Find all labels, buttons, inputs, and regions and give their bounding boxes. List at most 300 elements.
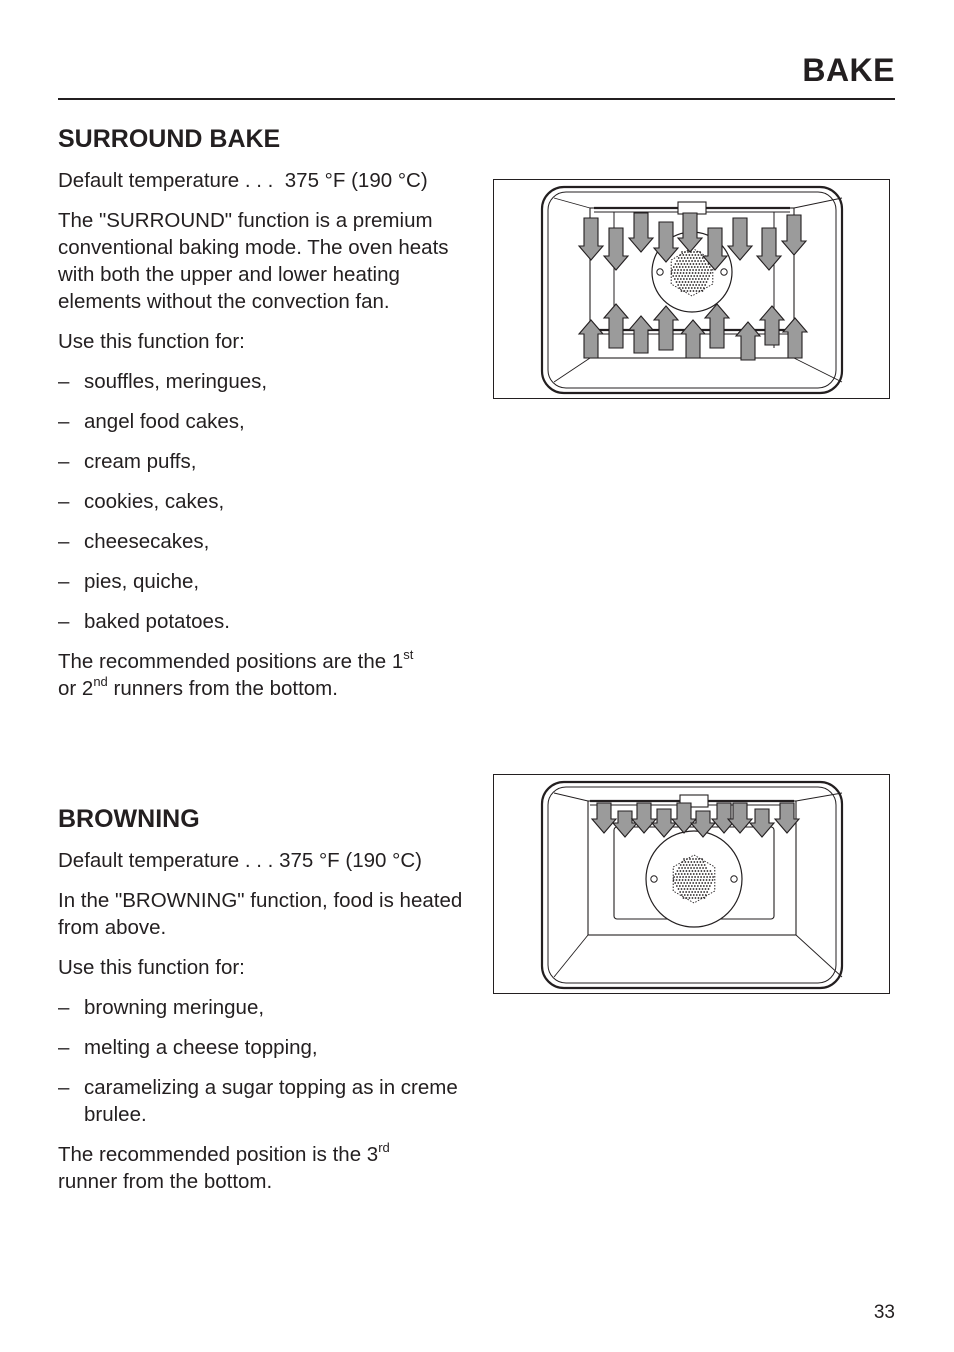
grille-dot [683,864,685,866]
grille-dot [700,885,702,887]
list-item [58,608,473,635]
grille-dot [685,891,687,893]
grille-dot [688,266,690,268]
browning-use-list [58,994,473,1128]
grille-dot [694,254,696,256]
grille-dot [689,269,691,271]
grille-dot [696,894,698,896]
grille-dot [680,870,682,872]
grille-dot [693,861,695,863]
grille-dot [695,278,697,280]
grille-dot [701,870,703,872]
grille-dot [702,888,704,890]
grille-dot [709,876,711,878]
grille-dot [704,269,706,271]
grille-dot [681,873,683,875]
grille-dot [695,864,697,866]
grille-dot [694,287,696,289]
list-item [58,1074,473,1128]
element-bracket [678,202,706,214]
grille-dot [708,873,710,875]
grille-dot [691,891,693,893]
ordinal-suffix: st [403,647,414,663]
surround-bake-heading: SURROUND BAKE [58,125,281,153]
grille-dot [687,275,689,277]
grille-dot [690,867,692,869]
grille-dot [680,882,682,884]
grille-dot [692,870,694,872]
grille-dot [681,894,683,896]
grille-dot [683,882,685,884]
default-temperature-label: Default temperature [58,169,240,192]
grille-dot [684,275,686,277]
grille-dot [704,882,706,884]
grille-dot [689,897,691,899]
grille-dot [699,873,701,875]
grille-dot [676,260,678,262]
grille-dot [688,254,690,256]
grille-dot [693,257,695,259]
grille-dot [696,867,698,869]
list-item-text: cream puffs, [84,450,197,473]
grille-dot [680,284,682,286]
grille-dot [678,888,680,890]
grille-dot [671,269,673,271]
grille-dot [695,897,697,899]
list-item-text: browning meringue, [84,996,265,1019]
grille-dot [698,864,700,866]
title-rule [58,98,895,100]
grille-dot [679,281,681,283]
default-temperature-value: 375 °F (190 °C) [279,849,422,872]
grille-dot [682,891,684,893]
grille-dot [703,876,705,878]
list-dash: – [58,996,70,1019]
grille-dot [704,272,706,274]
list-dash: – [58,490,70,513]
list-item-text: melting a cheese topping, [84,1036,318,1059]
grille-dot [675,275,677,277]
grille-dot [702,894,704,896]
grille-dot [691,254,693,256]
grille-dot [683,858,685,860]
grille-dot [695,858,697,860]
grille-dot [703,287,705,289]
grille-dot [690,257,692,259]
grille-dot [679,260,681,262]
grille-dot [686,870,688,872]
grille-dot [689,858,691,860]
grille-dot [681,861,683,863]
surround-use-list [58,368,473,635]
ordinal-suffix: nd [93,674,108,690]
grille-dot [697,266,699,268]
grille-dot [703,885,705,887]
grille-dot [681,290,683,292]
grille-dot [678,263,680,265]
grille-dot [696,257,698,259]
grille-dot [690,263,692,265]
grille-dot [709,879,711,881]
grille-dot [689,864,691,866]
grille-dot [708,888,710,890]
list-item-text: caramelizing a sugar topping as in creme brulee. [84,1076,458,1126]
grille-dot [693,263,695,265]
grille-dot [674,882,676,884]
grille-dot [679,879,681,881]
grille-dot [688,891,690,893]
grille-dot [678,873,680,875]
grille-dot [685,885,687,887]
grille-dot [694,891,696,893]
grille-dot [707,272,709,274]
grille-dot [695,269,697,271]
grille-dot [678,257,680,259]
page-number: 33 [873,1302,895,1323]
grille-dot [707,278,709,280]
grille-dot [706,891,708,893]
grille-dot [672,275,674,277]
grille-dot [703,266,705,268]
list-item-text: baked potatoes. [84,610,230,633]
grille-dot [698,870,700,872]
grille-dot [686,269,688,271]
grille-dot [699,290,701,292]
grille-dot [701,882,703,884]
grille-dot [691,879,693,881]
grille-dot [701,284,703,286]
default-temperature-label: Default temperature [58,849,240,872]
grille-dot [687,873,689,875]
grille-dot [691,885,693,887]
grille-dot [702,290,704,292]
grille-dot [692,882,694,884]
list-item [58,528,473,555]
default-temperature-dots: . . . [244,169,274,192]
grille-dot [695,284,697,286]
grille-dot [681,888,683,890]
grille-dot [696,873,698,875]
surround-recommendation [58,648,473,702]
grille-dot [679,885,681,887]
grille-dot [679,287,681,289]
grille-dot [688,879,690,881]
grille-dot [682,266,684,268]
grille-dot [679,254,681,256]
grille-dot [676,876,678,878]
grille-dot [686,897,688,899]
grille-dot [692,269,694,271]
grille-dot [700,287,702,289]
grille-dot [686,858,688,860]
grille-dot [683,870,685,872]
grille-dot [685,266,687,268]
grille-dot [705,867,707,869]
grille-dot [698,882,700,884]
grille-dot [705,873,707,875]
grille-dot [703,260,705,262]
grille-dot [682,876,684,878]
grille-dot [700,260,702,262]
grille-dot [682,885,684,887]
grille-dot [696,290,698,292]
grille-dot [686,882,688,884]
grille-dot [710,272,712,274]
grille-dot [685,879,687,881]
grille-dot [680,864,682,866]
list-dash: – [58,370,70,393]
grille-dot [702,861,704,863]
grille-dot [687,263,689,265]
grille-dot [697,260,699,262]
grille-dot [693,873,695,875]
grille-dot [698,278,700,280]
grille-dot [691,260,693,262]
grille-dot [699,861,701,863]
grille-dot [699,867,701,869]
list-item-text: pies, quiche, [84,570,200,593]
grille-dot [692,284,694,286]
grille-dot [689,284,691,286]
grille-dot [680,272,682,274]
default-temperature-value: 375 °F (190 °C) [284,169,428,192]
browning-description: In the "BROWNING" function, food is heated from above. [58,889,463,939]
list-item-text: cheesecakes, [84,530,210,553]
grille-dot [678,867,680,869]
grille-dot [701,864,703,866]
grille-dot [682,281,684,283]
grille-dot [705,263,707,265]
grille-dot [686,284,688,286]
grille-dot [695,870,697,872]
grille-dot [681,867,683,869]
grille-dot [697,876,699,878]
grille-dot [685,876,687,878]
grille-dot [700,879,702,881]
grille-dot [684,888,686,890]
grille-dot [691,281,693,283]
grille-dot [684,290,686,292]
grille-dot [692,864,694,866]
grille-dot [697,891,699,893]
grille-dot [703,891,705,893]
grille-dot [694,876,696,878]
grille-dot [694,281,696,283]
grille-dot [681,257,683,259]
grille-dot [706,885,708,887]
grille-dot [677,284,679,286]
grille-dot [707,870,709,872]
grille-dot [684,257,686,259]
grille-dot [691,876,693,878]
grille-dot [699,257,701,259]
page-title: BAKE [802,52,895,88]
grille-dot [699,263,701,265]
grille-dot [676,879,678,881]
grille-dot [710,882,712,884]
grille-dot [702,873,704,875]
list-dash: – [58,1076,70,1099]
grille-dot [702,263,704,265]
recommend-text: The recommended positions are the 1 [58,650,404,673]
grille-dot [690,894,692,896]
surround-default-temperature [58,167,473,194]
browning-recommendation [58,1141,473,1195]
list-item-text: cookies, cakes, [84,490,225,513]
grille-dot [710,269,712,271]
grille-dot [696,861,698,863]
grille-dot [690,275,692,277]
grille-dot [687,257,689,259]
grille-dot [691,266,693,268]
grille-dot [685,287,687,289]
grille-dot [705,894,707,896]
grille-dot [705,888,707,890]
list-item [58,1034,473,1061]
grille-dot [692,858,694,860]
grille-dot [694,885,696,887]
grille-dot [704,864,706,866]
grille-dot [697,281,699,283]
ordinal-suffix: rd [378,1140,390,1156]
grille-dot [703,281,705,283]
grille-dot [702,867,704,869]
fan-cover [646,831,742,927]
grille-dot [680,269,682,271]
grille-dot [702,257,704,259]
grille-dot [677,882,679,884]
list-dash: – [58,530,70,553]
grille-dot [704,897,706,899]
grille-dot [696,888,698,890]
grille-dot [694,879,696,881]
grille-dot [682,287,684,289]
grille-dot [688,287,690,289]
grille-dot [706,879,708,881]
grille-dot [693,888,695,890]
grille-dot [698,858,700,860]
grille-dot [706,266,708,268]
grille-dot [697,254,699,256]
grille-dot [696,251,698,253]
list-dash: – [58,450,70,473]
grille-dot [698,269,700,271]
grille-dot [700,891,702,893]
grille-dot [682,879,684,881]
list-item [58,568,473,595]
grille-dot [699,275,701,277]
grille-dot [697,287,699,289]
grille-dot [701,269,703,271]
grille-dot [687,894,689,896]
grille-dot [696,275,698,277]
grille-dot [695,272,697,274]
grille-dot [685,254,687,256]
grille-dot [712,879,714,881]
grille-dot [677,278,679,280]
grille-dot [687,888,689,890]
list-item [58,994,473,1021]
grille-dot [700,876,702,878]
list-dash: – [58,410,70,433]
list-item [58,408,473,435]
grille-dot [687,867,689,869]
grille-dot [674,278,676,280]
grille-dot [675,263,677,265]
grille-dot [678,275,680,277]
grille-dot [707,269,709,271]
oven-surround-illustration [494,180,889,398]
grille-dot [693,894,695,896]
list-item-text: souffles, meringues, [84,370,268,393]
grille-dot [684,251,686,253]
grille-dot [701,858,703,860]
grille-dot [689,272,691,274]
grille-dot [679,891,681,893]
grille-dot [677,272,679,274]
grille-dot [685,260,687,262]
grille-dot [681,263,683,265]
grille-dot [690,290,692,292]
list-dash: – [58,610,70,633]
grille-dot [702,275,704,277]
grille-dot [676,281,678,283]
grille-dot [671,272,673,274]
list-item-text: angel food cakes, [84,410,245,433]
grille-dot [698,897,700,899]
list-item [58,488,473,515]
recommend-text: runners from the bottom. [107,677,338,700]
surround-bake-diagram [493,179,890,399]
grille-dot [690,861,692,863]
grille-dot [709,266,711,268]
grille-dot [684,861,686,863]
recommend-text: runner from the bottom. [58,1170,273,1193]
grille-dot [693,251,695,253]
grille-dot [700,266,702,268]
browning-use-for: Use this function for: [58,956,245,979]
list-item [58,368,473,395]
grille-dot [673,879,675,881]
grille-dot [684,894,686,896]
grille-dot [683,272,685,274]
surround-use-for: Use this function for: [58,330,245,353]
grille-dot [686,272,688,274]
grille-dot [687,861,689,863]
grille-dot [704,278,706,280]
grille-dot [705,275,707,277]
grille-dot [680,278,682,280]
browning-diagram [493,774,890,994]
grille-dot [679,266,681,268]
grille-dot [708,275,710,277]
grille-dot [682,260,684,262]
recommend-text: or 2 [58,677,94,700]
grille-dot [701,278,703,280]
grille-dot [701,272,703,274]
grille-dot [699,888,701,890]
grille-dot [709,885,711,887]
default-temperature-dots: . . . [244,849,274,872]
grille-dot [679,876,681,878]
browning-default-temperature [58,847,473,874]
grille-dot [698,272,700,274]
grille-dot [706,281,708,283]
grille-dot [673,876,675,878]
grille-dot [693,275,695,277]
grille-dot [694,266,696,268]
grille-dot [686,864,688,866]
